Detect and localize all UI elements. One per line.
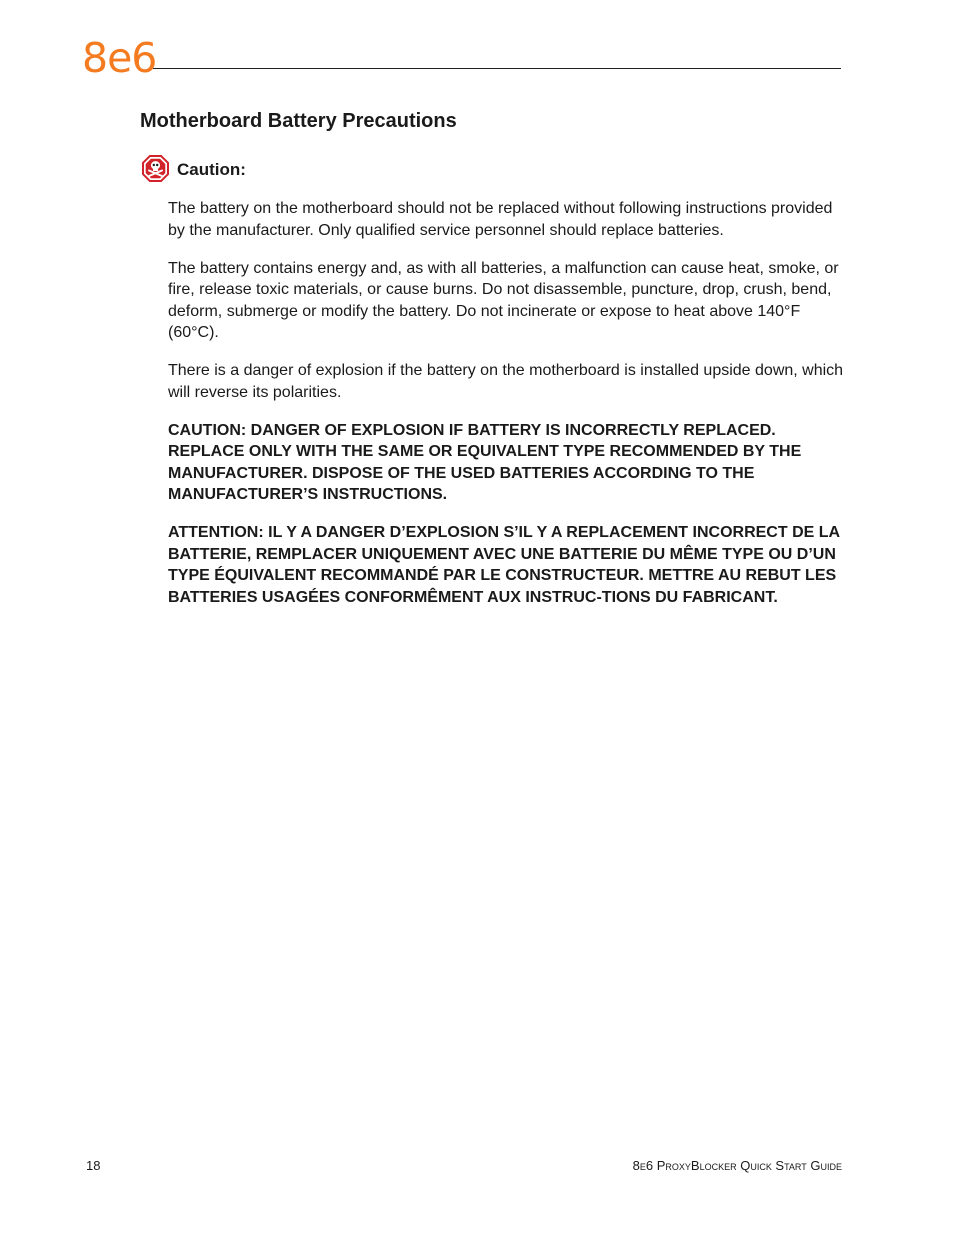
caution-content <box>168 198 844 625</box>
brand-logo: 8e6 <box>82 34 157 82</box>
page-number: 18 <box>86 1158 101 1173</box>
paragraph-caution-english: CAUTION: DANGER OF EXPLOSION IF BATTERY IS INCORRECTLY REPLACED. REPLACE ONLY WITH THE SAME OR EQUIVALENT TYPE RECOMMENDED BY THE MANUFACTURER. DISPOSE OF THE USED BATTERIES ACCORDING TO THE MANUFACTURER’S INSTRUCTIONS. <box>168 421 802 503</box>
paragraph-replacement-instructions: The battery on the motherboard should not be replaced without following instructions provided by the manufacturer. Only qualified service personnel should replace batteries. <box>168 200 833 239</box>
header-rule <box>153 68 841 69</box>
paragraph-attention-french: ATTENTION: IL Y A DANGER D’EXPLOSION S’IL Y A REPLACEMENT INCORRECT DE LA BATTERIE, REMPLACER UNIQUEMENT AVEC UNE BATTERIE DU MÊME TYPE OU D’UN TYPE ÉQUIVALENT RECOMMANDÉ PAR LE CONSTRUCTEUR. METTRE AU REBUT LES BATTERIES USAGÉES CONFORMÊMENT AUX INSTRUC-TIONS DU FABRICANT. <box>168 524 840 606</box>
footer-document-title: 8e6 ProxyBlocker Quick Start Guide <box>632 1158 842 1173</box>
caution-label: Caution: <box>177 160 246 179</box>
paragraph-battery-hazards: The battery contains energy and, as with all batteries, a malfunction can cause heat, smoke, or fire, release toxic materials, or cause burns. Do not disassemble, puncture, drop, crush, bend, deform, submerge or modify the battery. Do not incinerate or expose to heat above 140°F (60°C). <box>168 259 839 341</box>
skull-crossbones-warning-icon <box>141 154 170 183</box>
paragraph-polarity-warning: There is a danger of explosion if the battery on the motherboard is installed upside down, which will reverse its polarities. <box>168 362 844 401</box>
caution-heading <box>141 153 246 183</box>
section-title: Motherboard Battery Precautions <box>140 110 457 132</box>
